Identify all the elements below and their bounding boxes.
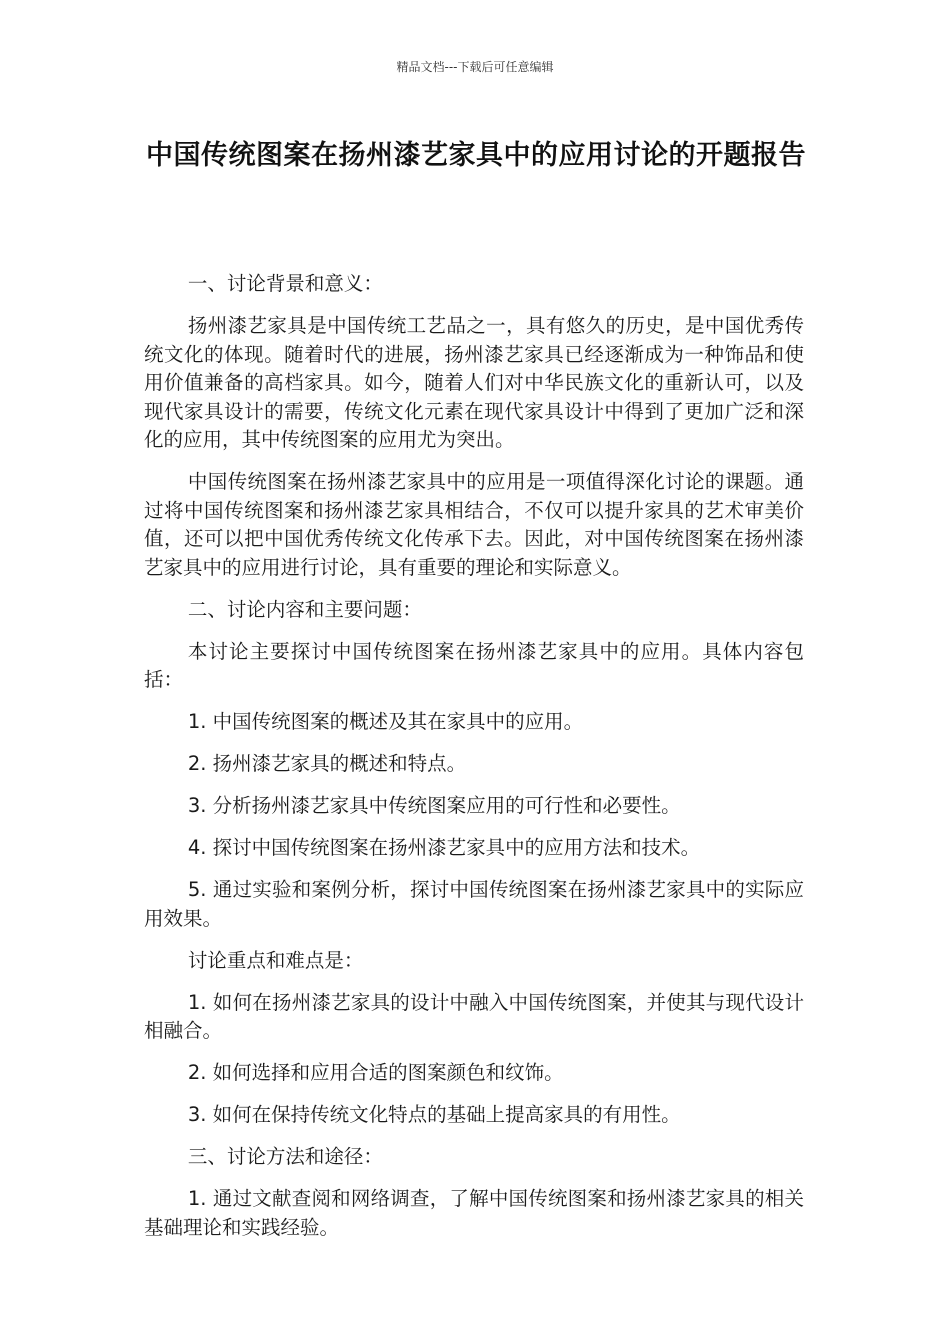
subheading-key-points: 讨论重点和难点是：	[187, 948, 364, 972]
section-heading-content: 二、讨论内容和主要问题：	[187, 597, 422, 621]
list-item-content-2: 2. 扬州漆艺家具的概述和特点。	[187, 752, 467, 775]
paragraph-content-intro: 本讨论主要探讨中国传统图案在扬州漆艺家具中的应用。具体内容包括：	[144, 639, 804, 691]
list-item-content-1: 1. 中国传统图案的概述及其在家具中的应用。	[187, 710, 584, 733]
list-item-content-4: 4. 探讨中国传统图案在扬州漆艺家具中的应用方法和技术。	[187, 836, 701, 859]
list-item-key-point-1: 1. 如何在扬州漆艺家具的设计中融入中国传统图案，并使其与现代设计相融合。	[144, 990, 804, 1042]
list-item-content-3: 3. 分析扬州漆艺家具中传统图案应用的可行性和必要性。	[187, 794, 681, 817]
list-item-method-1: 1. 通过文献查阅和网络调查，了解中国传统图案和扬州漆艺家具的相关基础理论和实践经验。	[144, 1187, 804, 1239]
section-heading-background: 一、讨论背景和意义：	[187, 272, 383, 295]
header-note: 精品文档---下载后可任意编辑	[396, 60, 554, 74]
paragraph-background: 扬州漆艺家具是中国传统工艺品之一，具有悠久的历史，是中国优秀传统文化的体现。随着时代的进展，扬州漆艺家具已经逐渐成为一种饰品和使用价值兼备的高档家具。如今，随着人们对中华民族文化的重新认可，以及现代家具设计的需要，传统文化元素在现代家具设计中得到了更加广泛和深化的应用，其中传统图案的应用尤为突出。	[144, 314, 804, 451]
section-heading-methods: 三、讨论方法和途径：	[187, 1145, 383, 1168]
list-item-content-5: 5. 通过实验和案例分析，探讨中国传统图案在扬州漆艺家具中的实际应用效果。	[144, 878, 804, 930]
document-body	[144, 270, 804, 1256]
list-item-key-point-3: 3. 如何在保持传统文化特点的基础上提高家具的有用性。	[187, 1103, 681, 1126]
paragraph-significance: 中国传统图案在扬州漆艺家具中的应用是一项值得深化讨论的课题。通过将中国传统图案和扬州漆艺家具相结合，不仅可以提升家具的艺术审美价值，还可以把中国优秀传统文化传承下去。因此，对中国传统图案在扬州漆艺家具中的应用进行讨论，具有重要的理论和实际意义。	[144, 470, 804, 579]
list-item-key-point-2: 2. 如何选择和应用合适的图案颜色和纹饰。	[187, 1061, 564, 1084]
document-title: 中国传统图案在扬州漆艺家具中的应用讨论的开题报告	[146, 140, 806, 171]
